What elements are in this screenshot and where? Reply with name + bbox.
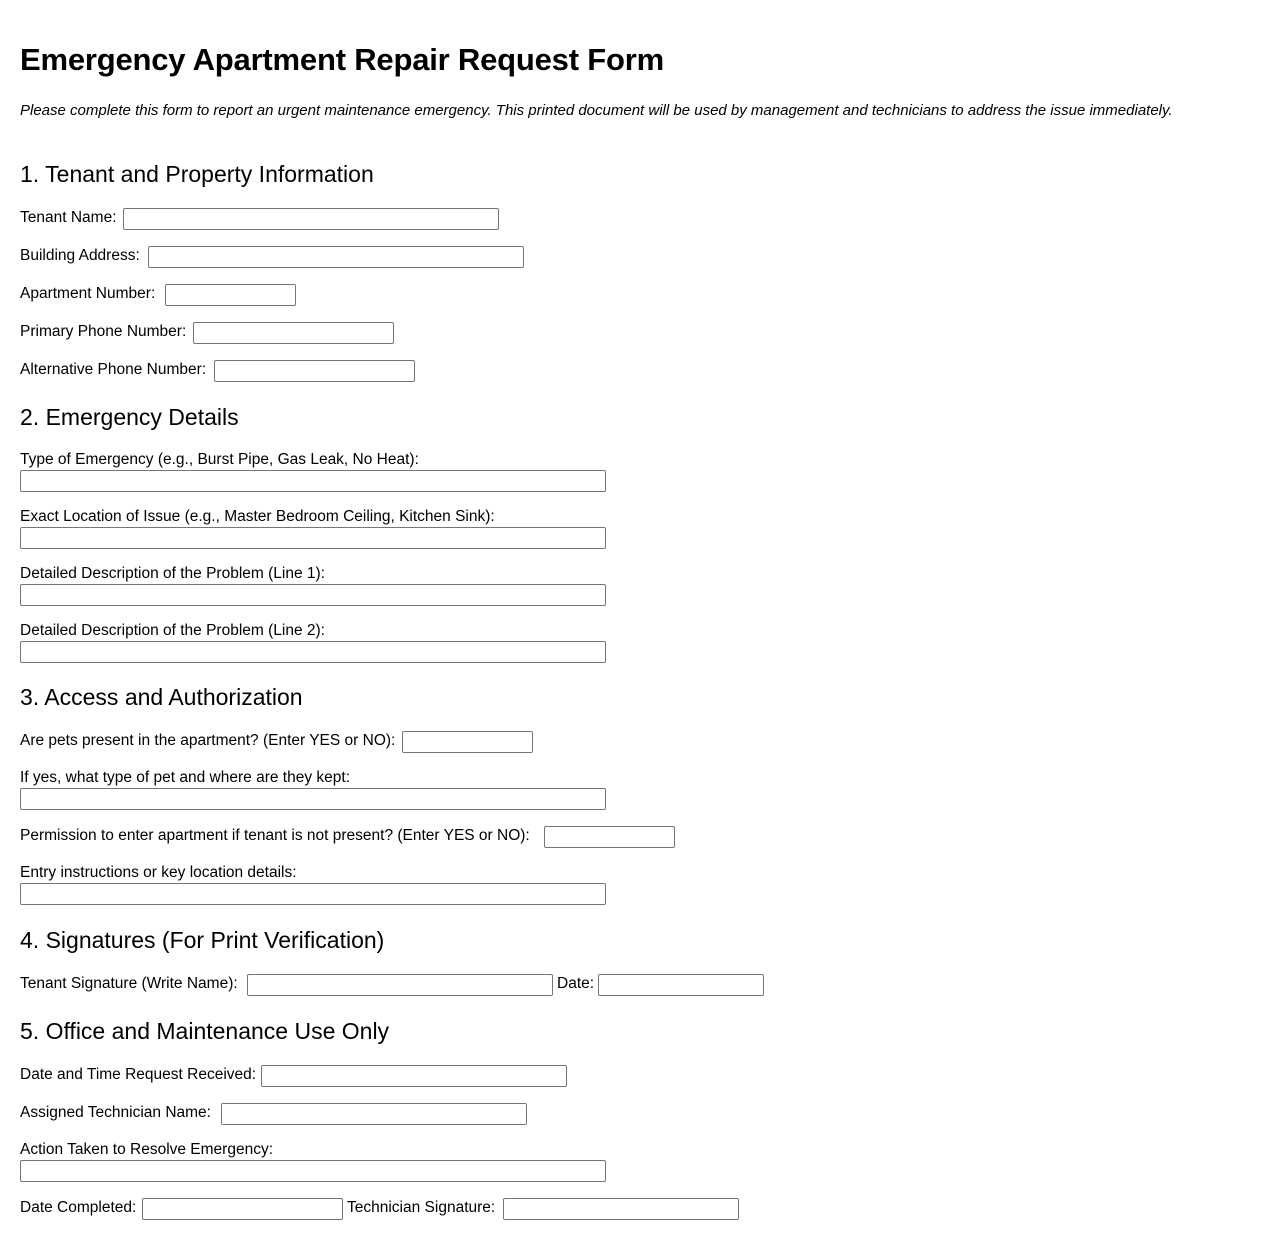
section-heading-access: 3. Access and Authorization: [20, 684, 303, 710]
technician-name-label: Assigned Technician Name:: [20, 1104, 211, 1121]
apartment-number-input[interactable]: [165, 284, 296, 306]
request-received-label: Date and Time Request Received:: [20, 1066, 257, 1083]
technician-signature-label: Technician Signature:: [347, 1199, 496, 1216]
entry-permission-label: Permission to enter apartment if tenant is not present? (Enter YES or NO):: [20, 827, 530, 844]
emergency-type-label: Type of Emergency (e.g., Burst Pipe, Gas Leak, No Heat):: [20, 451, 419, 468]
technician-name-input[interactable]: [221, 1103, 527, 1125]
date-completed-label: Date Completed:: [20, 1199, 137, 1216]
action-taken-label: Action Taken to Resolve Emergency:: [20, 1141, 274, 1158]
date-completed-input[interactable]: [142, 1198, 343, 1220]
tenant-name-label: Tenant Name:: [20, 209, 117, 226]
pets-present-label: Are pets present in the apartment? (Enter YES or NO):: [20, 732, 396, 749]
alternative-phone-label: Alternative Phone Number:: [20, 361, 207, 378]
signature-date-input[interactable]: [598, 974, 764, 996]
section-heading-tenant: 1. Tenant and Property Information: [20, 161, 374, 187]
entry-instructions-input[interactable]: [20, 883, 606, 905]
tenant-signature-label: Tenant Signature (Write Name):: [20, 975, 238, 992]
alternative-phone-input[interactable]: [214, 360, 415, 382]
section-heading-office: 5. Office and Maintenance Use Only: [20, 1018, 390, 1044]
emergency-type-input[interactable]: [20, 470, 606, 492]
section-heading-signatures: 4. Signatures (For Print Verification): [20, 927, 385, 953]
pets-present-input[interactable]: [402, 731, 533, 753]
issue-location-label: Exact Location of Issue (e.g., Master Bedroom Ceiling, Kitchen Sink):: [20, 508, 495, 525]
technician-signature-input[interactable]: [503, 1198, 739, 1220]
building-address-input[interactable]: [148, 246, 524, 268]
entry-permission-input[interactable]: [544, 826, 675, 848]
intro-text: Please complete this form to report an urgent maintenance emergency. This printed document will be used by management and technicians to address the issue immediately.: [20, 102, 1173, 119]
pet-type-input[interactable]: [20, 788, 606, 810]
primary-phone-label: Primary Phone Number:: [20, 323, 187, 340]
tenant-name-input[interactable]: [123, 208, 499, 230]
description-line2-label: Detailed Description of the Problem (Line 2):: [20, 622, 325, 639]
page-title: Emergency Apartment Repair Request Form: [20, 42, 664, 77]
action-taken-input[interactable]: [20, 1160, 606, 1182]
building-address-label: Building Address:: [20, 247, 140, 264]
pet-type-label: If yes, what type of pet and where are they kept:: [20, 769, 350, 786]
request-received-input[interactable]: [261, 1065, 567, 1087]
apartment-number-label: Apartment Number:: [20, 285, 156, 302]
signature-date-label: Date:: [557, 975, 595, 992]
description-line1-input[interactable]: [20, 584, 606, 606]
section-heading-emergency: 2. Emergency Details: [20, 404, 239, 430]
description-line1-label: Detailed Description of the Problem (Line 1):: [20, 565, 325, 582]
primary-phone-input[interactable]: [193, 322, 394, 344]
issue-location-input[interactable]: [20, 527, 606, 549]
description-line2-input[interactable]: [20, 641, 606, 663]
tenant-signature-input[interactable]: [247, 974, 553, 996]
entry-instructions-label: Entry instructions or key location details:: [20, 864, 297, 881]
